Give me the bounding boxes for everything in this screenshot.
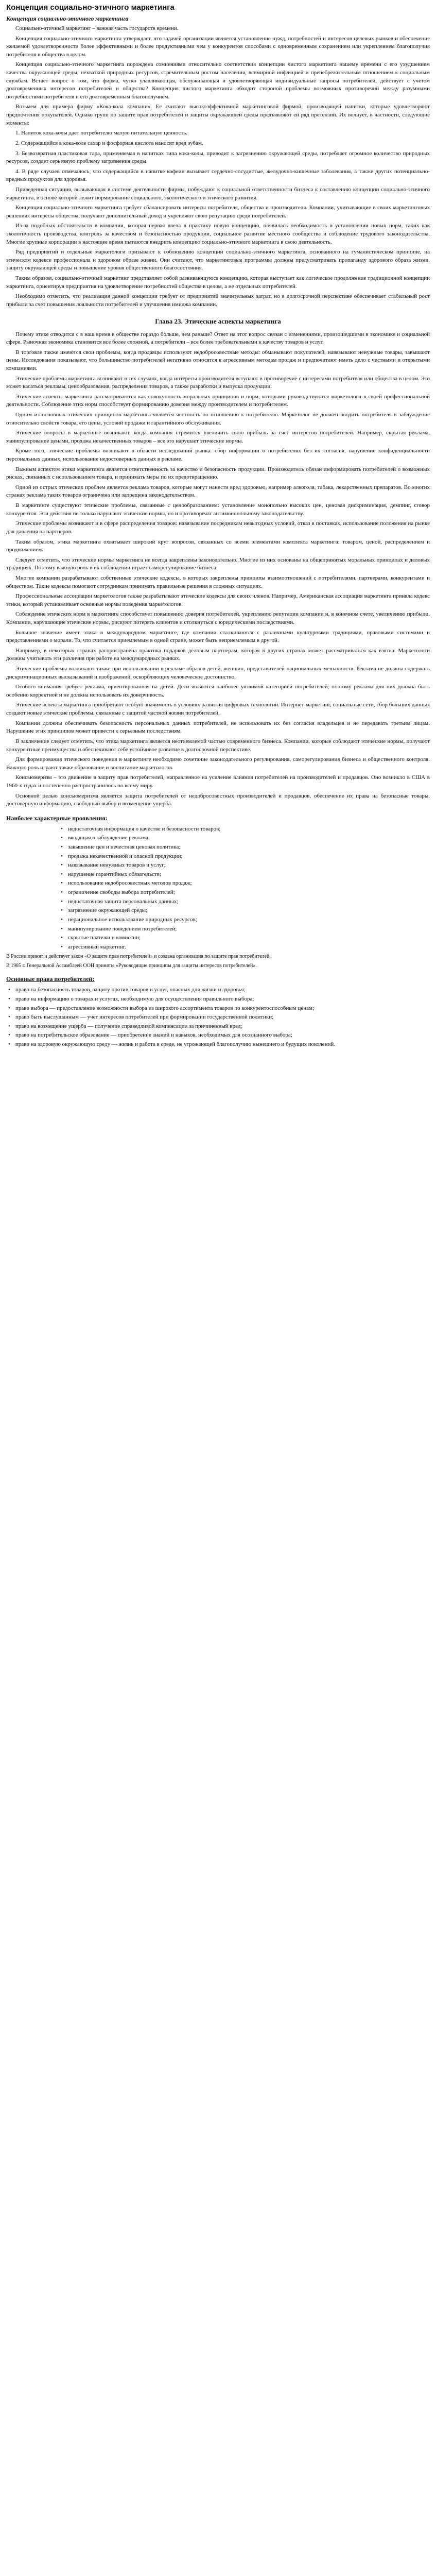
list-item: • право на безопасность товаров, защиту против товаров и услуг, опасных для жизни и здоровья; (6, 986, 430, 994)
paragraph: 2. Содержащийся в кока-коле сахар и фосфорная кислота наносят вред зубам. (15, 140, 203, 146)
features-title: Наиболее характерные проявления: (6, 814, 108, 822)
footnote: В России принят и действует закон «О защите прав потребителей» и создана организация по защите прав потребителей. (6, 954, 271, 960)
document-page (0, 0, 436, 1061)
list-item: • право быть выслушанным — учет интересов потребителей при формировании государственной политики; (6, 1013, 430, 1022)
paragraph: Важным аспектом этики маркетинга является ответственность за качество и безопасность продукции. Производитель обязан информировать потребителей о возможных рисках, связанных с использованием товара, и принимать меры по их предотвращению. (6, 466, 430, 481)
list-item: • использование недобросовестных методов продаж; (6, 879, 430, 888)
paragraph: Консьюмеризм – это движение в защиту прав потребителей, направленное на усиление влияния потребителей на производителей и продавцов. Оно возникло в США в 1960-х годах и постепенно распространилось по всему миру. (6, 774, 430, 789)
rights-title: Основные права потребителей: (6, 975, 95, 983)
list-item: • продажа некачественной и опасной продукции; (6, 853, 430, 861)
paragraph: Почему этике отводится с в наш время в обществе гораздо больше, чем раньше? Ответ на этот вопрос связан с изменениями, произошедшими в экономике и социальной сфере. Рыночная экономика становится все более сложной, а потребители – все более требовательными к качеству товаров и услуг. (6, 331, 430, 346)
paragraph: Необходимо отметить, что реализация данной концепции требует от предприятий значительных затрат, но в долгосрочной перспективе обеспечивает стабильный рост прибыли за счет повышения лояльности потребителей и улучшения имиджа компании. (6, 293, 430, 308)
list-item: • право на потребительское образование — приобретение знаний и навыков, необходимых для осознанного выбора; (6, 1031, 430, 1040)
page-title: Концепция социально-этичного маркетинга (6, 3, 175, 12)
paragraph: Компании должны обеспечивать безопасность персональных данных потребителей, не использовать их без согласия владельцев и не передавать третьим лицам. Нарушение этих принципов может привести к серьезным последствиям. (6, 720, 430, 735)
paragraph: 1. Напиток кока-колы дает потребителю малую питательную ценность. (15, 130, 188, 137)
chapter-section (6, 331, 430, 772)
paragraph: Этические проблемы маркетинга возникают в тех случаях, когда интересы производителя вступают в противоречие с интересами потребителя или общества в целом. Это может касаться рекламы, ценообразования, распределения товаров, а также разработки и выпуска продукции. (6, 375, 430, 390)
list-item: • право на возмещение ущерба — получение справедливой компенсации за причиненный вред; (6, 1023, 430, 1031)
paragraph: Возьмем для примера фирму «Кока-кола компани». Ее считают высокоэффективной маркетинговой фирмой, производящей напитки, которые удовлетворяют предпочтения покупателей. Однако групп по защите прав потребителей и защиты окружающей среды предъявляют ей ряд претензий. Их волнует, в частности, следующие моменты: (6, 104, 430, 126)
list-item: • право на информацию о товарах и услугах, необходимую для осуществления правильного выбора; (6, 995, 430, 1004)
chapter-title: Глава 23. Этические аспекты маркетинга (155, 317, 281, 325)
paragraph: Концепция социально-этичного маркетинга порождена сомнениями относительно соответствия концепции чистого маркетинга нашему времени с его ухудшением качества окружающей среды, нехваткой природных ресурсов, стремительным ростом населения, всемирной инфляцией и пренебрежительным отношением к социальным службам. Встает вопрос о том, что фирма, чутко улавливающая, обслуживающая и удовлетворяющая индивидуальные запросы потребителей, действует с учетом долговременных интересов потребителей и общества? Концепция чистого маркетинга обходит стороной проблемы возможных противоречий между разумными потребностями потребителя и его долговременным благополучием. (6, 61, 430, 100)
consumerism-section (6, 774, 430, 808)
paragraph: Этические вопросы в маркетинге возникают, когда компания стремится увеличить свою прибыль за счет интересов потребителей. Например, скрытая реклама, манипулирование ценами, продажа некачественных товаров – все это нарушает этические нормы. (6, 430, 430, 444)
paragraph: Соблюдение этических норм в маркетинге способствует повышению доверия потребителей, укреплению репутации компании и, в конечном счете, увеличению прибыли. Компании, нарушающие этические нормы, рискуют потерять клиентов и столкнуться с юридическими последствиями. (6, 611, 430, 625)
paragraph: Например, в некоторых странах распространена практика подарков деловым партнерам, которая в других странах может рассматриваться как взятка. Маркетологи должны учитывать эти различия при работе на международных рынках. (6, 647, 430, 662)
paragraph: Этические проблемы возникают также при использовании в рекламе образов детей, женщин, представителей национальных меньшинств. Реклама не должна содержать дискриминационных высказываний и изображений, оскорбляющих человеческое достоинство. (6, 666, 430, 680)
paragraph: Из-за подобных обстоятельств в компании, которая первая ввела в практику новую концепцию, появилась необходимость в установлении новых норм, таких как экологичность производства, контроль за качеством и безопасностью продукции, социальное развитие местного сообщества и соблюдение трудового законодательства. Многие крупные корпорации в настоящее время пытаются внедрить концепцию социально-этичного маркетинга в свою деятельность. (6, 223, 430, 245)
footnote: В 1985 г. Генеральной Ассамблеей ООН приняты «Руководящие принципы для защиты интересов потребителей». (6, 962, 257, 969)
features-list (6, 825, 430, 952)
paragraph: Ряд предприятий и отдельные маркетологи призывают к соблюдению концепции социально-этичного маркетинга, основанного на гуманистическом принципе, на этическом кодексе профессионала и здоровом образе жизни. Они считают, что маркетинговые программы должны предусматривать пропаганду здорового образа жизни, защиту окружающей среды и повышение уровня общественного благосостояния. (6, 249, 430, 272)
paragraph: Этические проблемы возникают и в сфере распределения товаров: навязывание посредникам невыгодных условий, отказ в поставках, использование положения на рынке для давления на партнеров. (6, 520, 430, 535)
list-item: • скрытые платежи и комиссии; (6, 934, 430, 942)
paragraph: Одним из основных этических принципов маркетинга является честность по отношению к потребителю. Маркетолог не должен вводить потребителя в заблуждение относительно свойств товара, его цены, условий продажи и гарантийного обслуживания. (6, 411, 430, 426)
list-item: • нерациональное использование природных ресурсов; (6, 916, 430, 924)
list-item: • навязывание ненужных товаров и услуг; (6, 861, 430, 870)
paragraph: В маркетинге существуют этические проблемы, связанные с ценообразованием: установление монопольно высоких цен, ценовая дискриминация, демпинг, сговор конкурентов. Эти действия не только нарушают этические нормы, но и противоречат антимонопольному законодательству. (6, 502, 430, 517)
list-item: • ограничение свободы выбора потребителей; (6, 889, 430, 897)
list-item: • недостаточная защита персональных данных; (6, 898, 430, 906)
list-item: • загрязнение окружающей среды; (6, 907, 430, 915)
paragraph: Большое значение имеет этика в международном маркетинге, где компании сталкиваются с различными культурными традициями, правовыми системами и представлениями о морали. То, что считается приемлемым в одной стране, может быть неприемлемым в другой. (6, 629, 430, 644)
rights-list (6, 986, 430, 1048)
paragraph: Таким образом, социально-этичный маркетинг представляет собой развивающуюся концепцию, которая выступает как логическое продолжение традиционной концепции маркетинга, ориентируя предприятия на удовлетворение потребностей общества в целом, а не отдельных потребителей. (6, 275, 430, 290)
section-subtitle: Концепция социально-этичного маркетинга (6, 15, 129, 22)
paragraph: Одной из острых этических проблем является реклама товаров, которые могут нанести вред здоровью, например алкоголя, табака, лекарственных препаратов. Во многих странах реклама таких товаров ограничена или запрещена законодательством. (6, 484, 430, 499)
footnotes (6, 953, 430, 969)
list-item: • агрессивный маркетинг. (6, 943, 430, 952)
list-item: • недостаточная информация о качестве и безопасности товаров; (6, 825, 430, 834)
list-item: • право на здоровую окружающую среду — жизнь и работа в среде, не угрожающей благополучию нынешнего и будущих поколений. (6, 1041, 430, 1049)
paragraph: В торговле также имеются свои проблемы, когда продавцы используют недобросовестные методы: обманывают покупателей, навязывают ненужные товары, завышают цены. Исследования показывают, что большинство потребителей негативно относятся к агрессивным методам продаж и предпочитают иметь дело с честными и открытыми компаниями. (6, 349, 430, 371)
paragraph: Концепция социально-этичного маркетинга утверждает, что задачей организации является установление нужд, потребностей и интересов целевых рынков и обеспечение желаемой удовлетворенности более эффективными и более продуктивными чем у конкурентов способами с одновременным сохранением или укреплением благополучия потребителя и общества в целом. (6, 35, 430, 58)
paragraph: Особого внимания требует реклама, ориентированная на детей. Дети являются наиболее уязвимой категорией потребителей, поэтому реклама для них должна быть особенно корректной и не должна использовать их доверчивость. (6, 684, 430, 698)
paragraph: 3. Безвозвратная пластиковая тара, применяемая в напитках типа кока-колы, приводит к загрязнению окружающей среды, потребляет огромное количество природных ресурсов, создает серьезную проблему загрязнения среды. (6, 150, 430, 165)
paragraph: Таким образом, этика маркетинга охватывает широкий круг вопросов, связанных со всеми элементами комплекса маркетинга: товаром, ценой, распределением и продвижением. (6, 538, 430, 553)
paragraph: Основной целью консьюмеризма является защита потребителей от недобросовестных производителей и продавцов, обеспечение их права на безопасные товары, достоверную информацию, свободный выбор и возмещение ущерба. (6, 792, 430, 807)
paragraph: Этические аспекты маркетинга приобретают особую значимость в условиях развития цифровых технологий. Интернет-маркетинг, социальные сети, сбор больших данных создают новые этические проблемы, связанные с защитой частной жизни потребителей. (6, 702, 430, 717)
paragraph: Многие компании разрабатывают собственные этические кодексы, в которых закреплены принципы взаимоотношений с потребителями, партнерами, конкурентами и обществом. Такие кодексы помогают сотрудникам принимать правильные решения в сложных ситуациях. (6, 574, 430, 589)
paragraph: Социально-этичный маркетинг – важная часть государств времени. (15, 25, 179, 31)
list-item: • нарушение гарантийных обязательств; (6, 871, 430, 879)
paragraph: Следует отметить, что этические нормы маркетинга не всегда закреплены законодательно. Многие из них основаны на общепринятых моральных принципах и деловых традициях. Поэтому важную роль в их соблюдении играет саморегулирование бизнеса. (6, 556, 430, 571)
paragraph: Концепция социально-этичного маркетинга требует сбалансировать интересы потребителя, общества и производителя. Компании, учитывающие в своих маркетинговых решениях интересы общества, получают дополнительный доход и укрепляют свою репутацию среди потребителей. (6, 205, 430, 219)
paragraph: Кроме того, этические проблемы возникают в области исследований рынка: сбор информации о потребителях без их согласия, нарушение конфиденциальности персональных данных, использование недостоверных данных в рекламе. (6, 448, 430, 463)
paragraph: Для формирования этического поведения в маркетинге необходимо сочетание законодательного регулирования, саморегулирования бизнеса и общественного контроля. Важную роль играют также образование и воспитание маркетологов. (6, 756, 430, 771)
list-item: • вводящая в заблуждение реклама; (6, 834, 430, 842)
paragraph: В заключение следует отметить, что этика маркетинга является неотъемлемой частью современного бизнеса. Компании, которые соблюдают этические нормы, получают конкурентные преимущества и обеспечивают себе устойчивое развитие в долгосрочной перспективе. (6, 738, 430, 753)
list-item: • завышение цен и нечестная ценовая политика; (6, 843, 430, 852)
intro-section (6, 25, 430, 309)
list-item: • манипулирование поведением потребителей; (6, 925, 430, 934)
paragraph: 4. В ряде случаев отмечалось, что содержащийся в напитке кофеин вызывает сердечно-сосудистые, желудочно-кишечные заболевания, а также других потенциально-вредных продуктов для здоровья. (6, 168, 430, 183)
list-item: • право выбора — предоставление возможности выбора из широкого ассортимента товаров по конкурентоспособным ценам; (6, 1005, 430, 1013)
paragraph: Этические аспекты маркетинга рассматриваются как совокупность моральных принципов и норм, которыми руководствуются маркетологи в своей профессиональной деятельности. Соблюдение этих норм способствует формированию доверия между производителем и потребителем. (6, 393, 430, 408)
paragraph: Профессиональные ассоциации маркетологов также разрабатывают этические кодексы для своих членов. Например, Американская ассоциация маркетинга приняла кодекс этики, который устанавливает основные нормы поведения маркетологов. (6, 593, 430, 607)
paragraph: Приведенная ситуация, вызывающая в системе деятельности фирмы, побуждают к социальной ответственности бизнеса к составлению концепции социально-этичного маркетинга, в основе которой лежит нормирование социального, экологического и этического развития. (6, 186, 430, 201)
